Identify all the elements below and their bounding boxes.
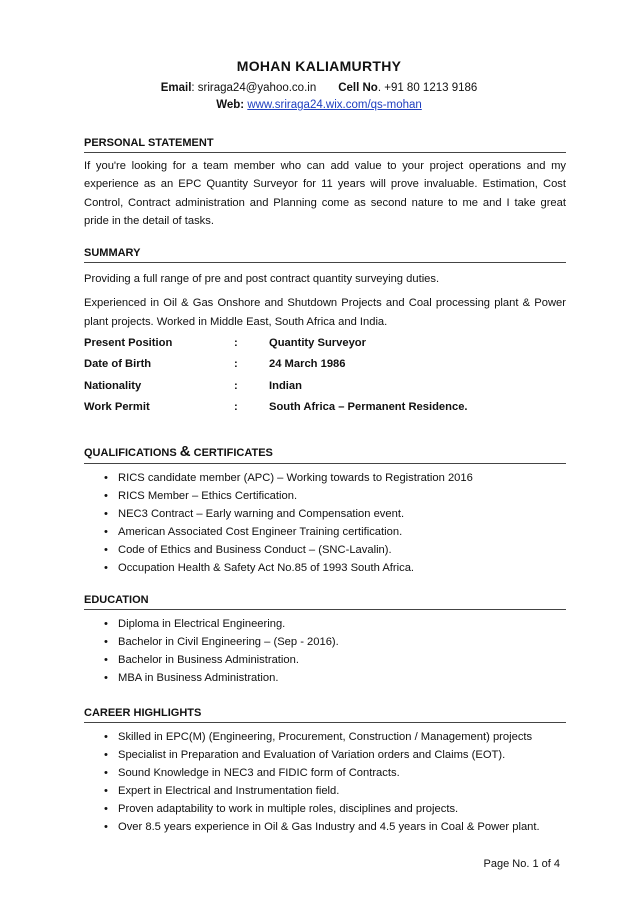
email-value: sriraga24@yahoo.co.in bbox=[197, 82, 317, 94]
page-number: Page No. 1 of 4 bbox=[483, 858, 560, 870]
fact-sep: : bbox=[234, 379, 238, 392]
education-section bbox=[84, 594, 566, 687]
fact-sep: : bbox=[234, 358, 238, 371]
fact-value: Indian bbox=[269, 379, 302, 392]
section-title: CAREER HIGHLIGHTS bbox=[84, 707, 566, 723]
personal-statement-section bbox=[84, 137, 566, 230]
contact-line: Email: sriraga24@yahoo.co.in Cell No. +91 80 1213 9186 bbox=[160, 82, 478, 94]
list-item: • American Associated Cost Engineer Training certification. bbox=[84, 523, 566, 541]
summary-line-2: Experienced in Oil & Gas Onshore and Shutdown Projects and Coal processing plant & Power plant projects. Worked in Middle East, South Africa and India. bbox=[84, 297, 566, 328]
ampersand: & bbox=[179, 443, 191, 460]
cell-label: Cell No bbox=[338, 82, 378, 94]
list-item: • Sound Knowledge in NEC3 and FIDIC form of Contracts. bbox=[84, 764, 566, 782]
summary-line-1: Providing a full range of pre and post contract quantity surveying duties. bbox=[84, 273, 440, 285]
career-section bbox=[84, 707, 566, 837]
career-list bbox=[84, 728, 566, 837]
list-item: • RICS Member – Ethics Certification. bbox=[84, 487, 566, 505]
fact-value: South Africa – Permanent Residence. bbox=[269, 401, 468, 414]
fact-value: 24 March 1986 bbox=[269, 358, 346, 371]
title-part: QUALIFICATIONS bbox=[84, 447, 180, 459]
fact-label: Work Permit bbox=[84, 401, 150, 414]
summary-section bbox=[84, 247, 566, 423]
fact-sep: : bbox=[234, 401, 238, 414]
list-item: • Expert in Electrical and Instrumentation field. bbox=[84, 782, 566, 800]
cell-value: +91 80 1213 9186 bbox=[384, 82, 478, 94]
fact-sep: : bbox=[234, 336, 238, 349]
section-title bbox=[84, 443, 566, 464]
website-link[interactable]: www.sriraga24.wix.com/qs-mohan bbox=[247, 99, 422, 111]
list-item: • Over 8.5 years experience in Oil & Gas Industry and 4.5 years in Coal & Power plant. bbox=[84, 818, 566, 836]
list-item: • Code of Ethics and Business Conduct – (SNC-Lavalin). bbox=[84, 541, 566, 559]
education-list bbox=[84, 615, 566, 687]
candidate-name: MOHAN KALIAMURTHY bbox=[236, 58, 402, 74]
facts-table bbox=[84, 337, 529, 423]
list-item: • MBA in Business Administration. bbox=[84, 669, 566, 687]
fact-row bbox=[84, 401, 529, 423]
fact-row bbox=[84, 358, 529, 380]
personal-statement-text: If you're looking for a team member who can add value to your project operations and my experience as an EPC Quantity Surveyor for 11 years will prove invaluable. Estimation, Cost Control, Contract administration and Planning come as second nature to me and I take great pride in the detail of tasks. bbox=[84, 160, 566, 227]
title-part: CERTIFICATES bbox=[190, 447, 273, 459]
qualifications-list bbox=[84, 469, 566, 578]
section-title: SUMMARY bbox=[84, 247, 566, 263]
section-title: PERSONAL STATEMENT bbox=[84, 137, 566, 153]
list-item: • Skilled in EPC(M) (Engineering, Procurement, Construction / Management) projects bbox=[84, 728, 566, 746]
email-label: Email bbox=[160, 82, 192, 94]
list-item: • Proven adaptability to work in multiple roles, disciplines and projects. bbox=[84, 800, 566, 818]
fact-label: Date of Birth bbox=[84, 358, 152, 371]
web-line bbox=[0, 99, 638, 111]
list-item: • Bachelor in Business Administration. bbox=[84, 651, 566, 669]
list-item: • Occupation Health & Safety Act No.85 of 1993 South Africa. bbox=[84, 559, 566, 577]
qualifications-section bbox=[84, 443, 566, 578]
fact-row bbox=[84, 380, 529, 402]
list-item: • Diploma in Electrical Engineering. bbox=[84, 615, 566, 633]
section-title: EDUCATION bbox=[84, 594, 566, 610]
list-item: • NEC3 Contract – Early warning and Compensation event. bbox=[84, 505, 566, 523]
fact-row bbox=[84, 337, 529, 359]
list-item: • RICS candidate member (APC) – Working towards to Registration 2016 bbox=[84, 469, 566, 487]
web-label: Web: bbox=[216, 99, 245, 111]
list-item: • Specialist in Preparation and Evaluation of Variation orders and Claims (EOT). bbox=[84, 746, 566, 764]
fact-label: Nationality bbox=[84, 379, 142, 392]
fact-label: Present Position bbox=[84, 336, 173, 349]
list-item: • Bachelor in Civil Engineering – (Sep - 2016). bbox=[84, 633, 566, 651]
fact-value: Quantity Surveyor bbox=[269, 336, 366, 349]
